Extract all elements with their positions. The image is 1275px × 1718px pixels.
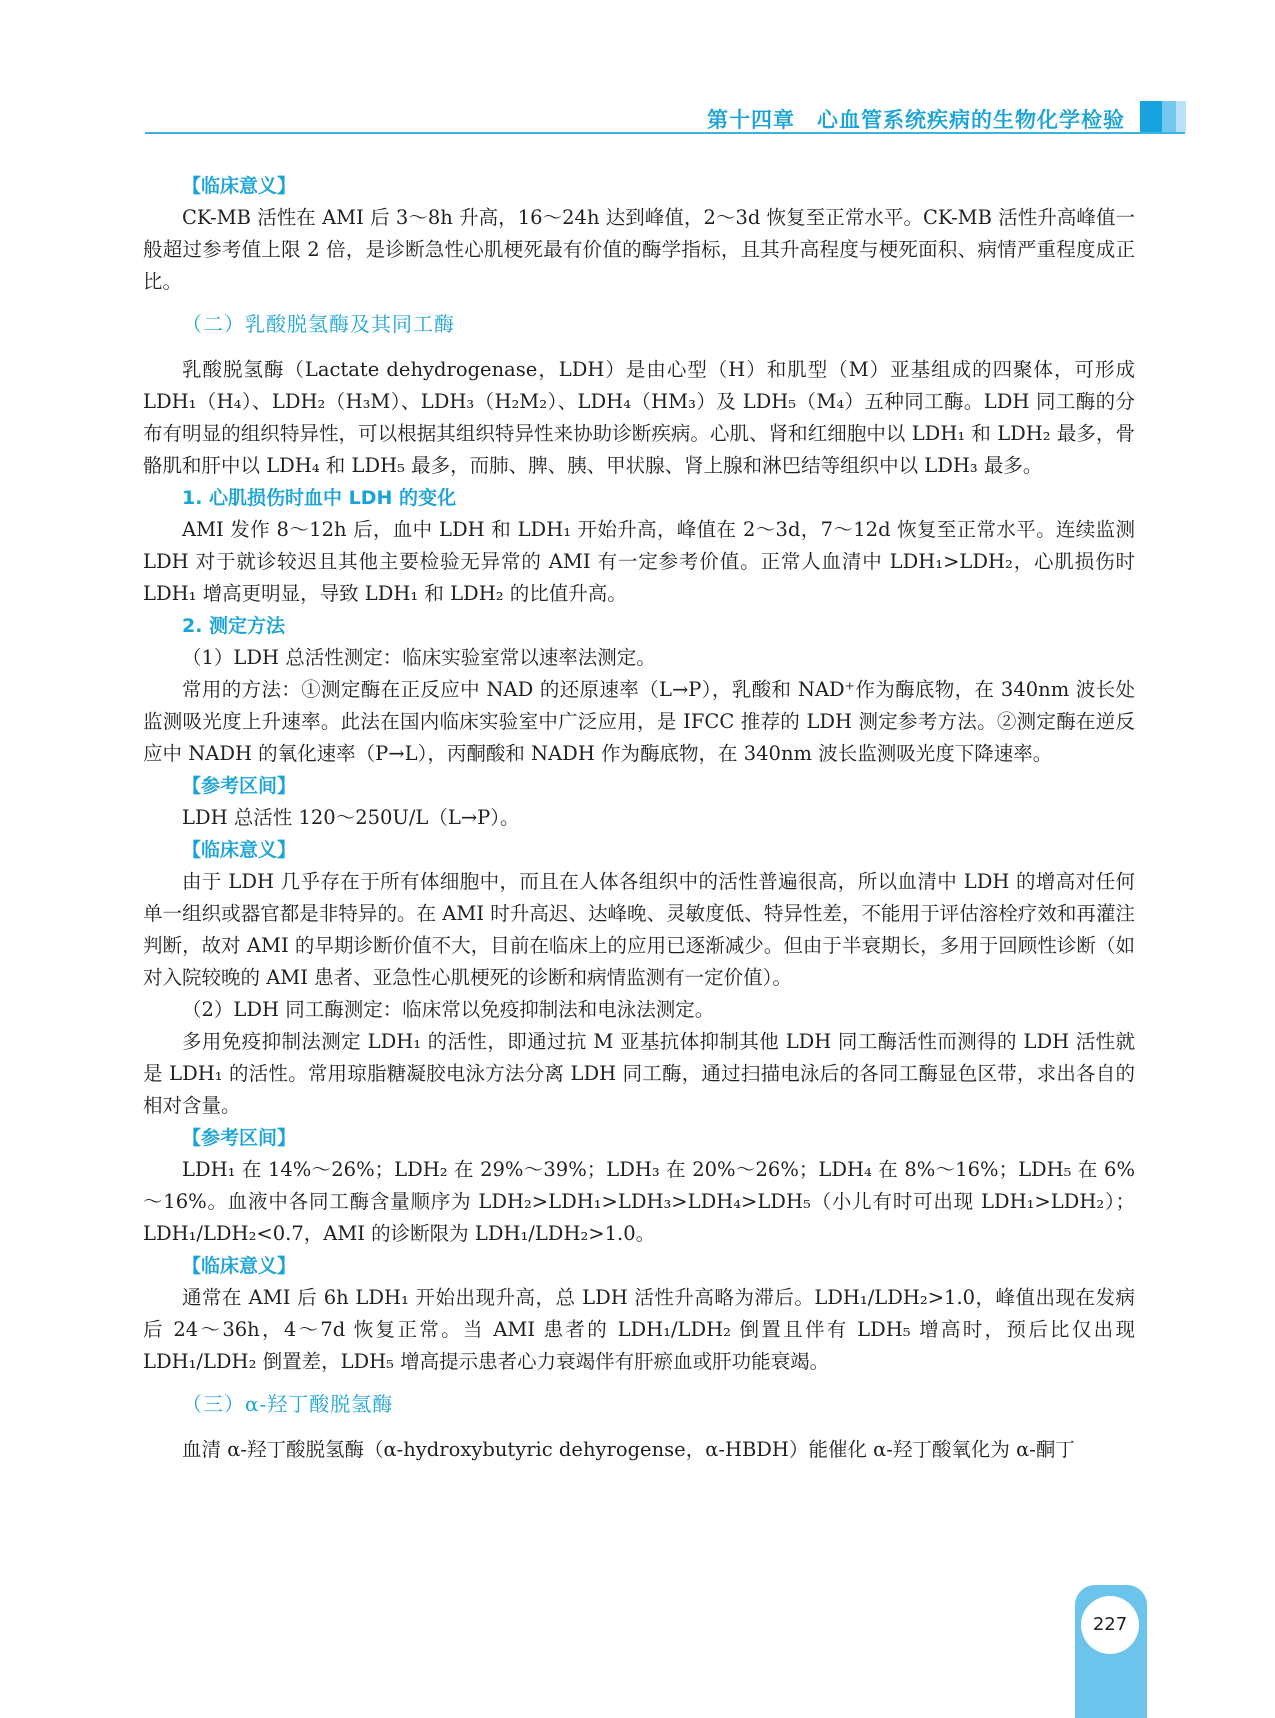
page-number: 227 [1081, 1596, 1139, 1654]
header-decor-block [1176, 101, 1186, 132]
paragraph: LDH₁ 在 14%～26%；LDH₂ 在 29%～39%；LDH₃ 在 20%～26%；LDH₄ 在 8%～16%；LDH₅ 在 6%～16%。血液中各同工酶含量顺序为 LDH₂>LDH₁>LDH₃>LDH₄>LDH₅（小儿有时可出现 LDH₁>LDH₂）；LDH₁/LDH₂<0.7，AMI 的诊断限为 LDH₁/LDH₂>1.0。 [143, 1158, 1135, 1245]
page-header [0, 0, 1275, 140]
paragraph: 血清 α-羟丁酸脱氢酶（α-hydroxybutyric dehyrogense，α-HBDH）能催化 α-羟丁酸氧化为 α-酮丁 [182, 1438, 1075, 1461]
page-body [143, 170, 1135, 1466]
paragraph: （1）LDH 总活性测定：临床实验室常以速率法测定。 [182, 646, 656, 669]
paragraph: 乳酸脱氢酶（Lactate dehydrogenase，LDH）是由心型（H）和肌型（M）亚基组成的四聚体，可形成 LDH₁（H₄）、LDH₂（H₃M）、LDH₃（H₂M₂）、LDH₄（HM₃）及 LDH₅（M₄）五种同工酶。LDH 同工酶的分布有明显的组织特异性，可以根据其组织特异性来协助诊断疾病。心肌、肾和红细胞中以 LDH₁ 和 LDH₂ 最多，骨骼肌和肝中以 LDH₄ 和 LDH₅ 最多，而肺、脾、胰、甲状腺、肾上腺和淋巴结等组织中以 LDH₃ 最多。 [143, 358, 1135, 477]
tag-reference-range: 【参考区间】 [182, 1127, 297, 1149]
tag-reference-range: 【参考区间】 [182, 775, 297, 797]
chapter-title: 第十四章 心血管系统疾病的生物化学检验 [707, 108, 1125, 132]
subheading: 2. 测定方法 [182, 615, 286, 637]
paragraph: （2）LDH 同工酶测定：临床常以免疫抑制法和电泳法测定。 [182, 998, 715, 1021]
tag-clinical-significance: 【临床意义】 [182, 839, 297, 861]
paragraph: CK-MB 活性在 AMI 后 3～8h 升高，16～24h 达到峰值，2～3d 恢复至正常水平。CK-MB 活性升高峰值一般超过参考值上限 2 倍，是诊断急性心肌梗死最有价值的酶学指标，且其升高程度与梗死面积、病情严重程度成正比。 [143, 206, 1135, 293]
paragraph: 由于 LDH 几乎存在于所有体细胞中，而且在人体各组织中的活性普遍很高，所以血清中 LDH 的增高对任何单一组织或器官都是非特异的。在 AMI 时升高迟、达峰晚、灵敏度低、特异性差，不能用于评估溶栓疗效和再灌注判断，故对 AMI 的早期诊断价值不大，目前在临床上的应用已逐渐减少。但由于半衰期长，多用于回顾性诊断（如对入院较晚的 AMI 患者、亚急性心肌梗死的诊断和病情监测有一定价值）。 [143, 870, 1135, 989]
tag-clinical-significance: 【临床意义】 [182, 1255, 297, 1277]
paragraph: 多用免疫抑制法测定 LDH₁ 的活性，即通过抗 M 亚基抗体抑制其他 LDH 同工酶活性而测得的 LDH 活性就是 LDH₁ 的活性。常用琼脂糖凝胶电泳方法分离 LDH 同工酶，通过扫描电泳后的各同工酶显色区带，求出各自的相对含量。 [143, 1030, 1135, 1117]
paragraph: AMI 发作 8～12h 后，血中 LDH 和 LDH₁ 开始升高，峰值在 2～3d，7～12d 恢复至正常水平。连续监测 LDH 对于就诊较迟且其他主要检验无异常的 AMI 有一定参考价值。正常人血清中 LDH₁>LDH₂，心肌损伤时 LDH₁ 增高更明显，导致 LDH₁ 和 LDH₂ 的比值升高。 [143, 518, 1135, 605]
section-heading-ldh: （二）乳酸脱氢酶及其同工酶 [182, 312, 455, 336]
paragraph: LDH 总活性 120～250U/L（L→P）。 [182, 806, 520, 829]
paragraph: 通常在 AMI 后 6h LDH₁ 开始出现升高，总 LDH 活性升高略为滞后。LDH₁/LDH₂>1.0，峰值出现在发病后 24～36h，4～7d 恢复正常。当 AMI 患者的 LDH₁/LDH₂ 倒置且伴有 LDH₅ 增高时，预后比仅出现 LDH₁/LDH₂ 倒置差，LDH₅ 增高提示患者心力衰竭伴有肝瘀血或肝功能衰竭。 [143, 1286, 1135, 1373]
header-rule [145, 132, 1185, 134]
paragraph: 常用的方法：①测定酶在正反应中 NAD 的还原速率（L→P），乳酸和 NAD⁺作为酶底物，在 340nm 波长处监测吸光度上升速率。此法在国内临床实验室中广泛应用，是 IFCC 推荐的 LDH 测定参考方法。②测定酶在逆反应中 NADH 的氧化速率（P→L），丙酮酸和 NADH 作为酶底物，在 340nm 波长监测吸光度下降速率。 [143, 678, 1135, 765]
tag-clinical-significance: 【临床意义】 [182, 175, 297, 197]
header-decor-block [1140, 101, 1162, 132]
subheading: 1. 心肌损伤时血中 LDH 的变化 [182, 487, 457, 509]
header-decor-block [1162, 101, 1176, 132]
section-heading-hbdh: （三）α-羟丁酸脱氢酶 [182, 1392, 394, 1416]
